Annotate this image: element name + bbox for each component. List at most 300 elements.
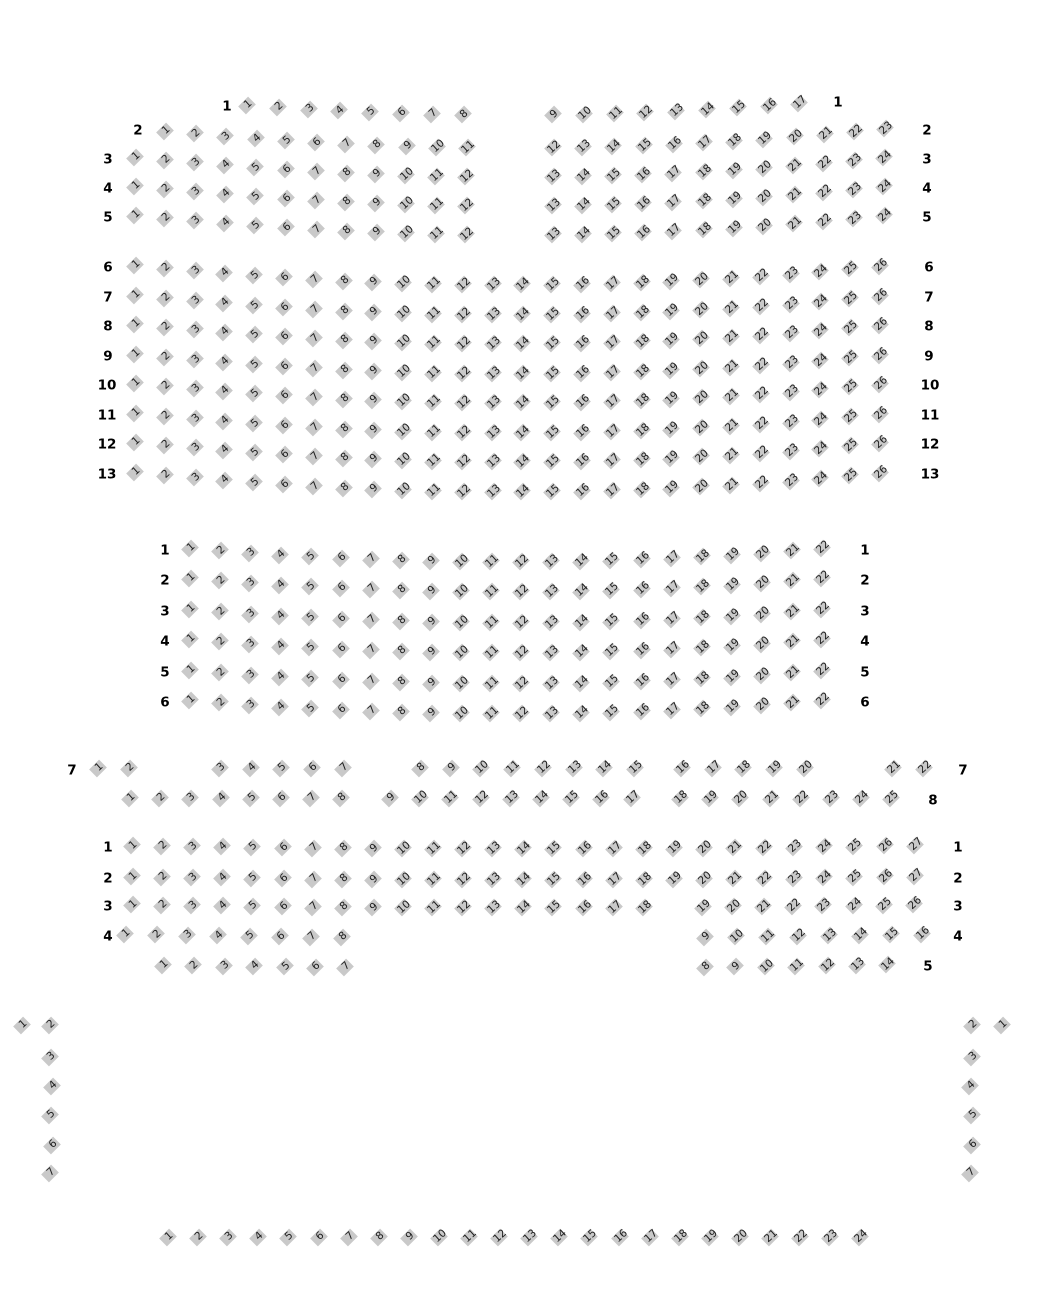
seat[interactable] bbox=[905, 835, 925, 855]
seat[interactable] bbox=[453, 898, 473, 918]
seat[interactable] bbox=[692, 608, 712, 628]
seat[interactable] bbox=[271, 788, 291, 808]
seat[interactable] bbox=[334, 419, 354, 439]
seat[interactable] bbox=[483, 305, 503, 325]
seat[interactable] bbox=[153, 955, 173, 975]
seat[interactable] bbox=[632, 391, 652, 411]
seat[interactable] bbox=[603, 195, 623, 215]
seat[interactable] bbox=[820, 1227, 840, 1247]
seat[interactable] bbox=[604, 870, 624, 890]
seat[interactable] bbox=[301, 927, 321, 947]
seat[interactable] bbox=[663, 221, 683, 241]
seat[interactable] bbox=[810, 262, 830, 282]
seat[interactable] bbox=[571, 642, 591, 662]
seat[interactable] bbox=[790, 1227, 810, 1247]
seat[interactable] bbox=[784, 156, 804, 176]
seat[interactable] bbox=[752, 634, 772, 654]
seat[interactable] bbox=[453, 105, 473, 125]
seat[interactable] bbox=[366, 135, 386, 155]
seat[interactable] bbox=[150, 788, 170, 808]
seat[interactable] bbox=[733, 758, 753, 778]
seat[interactable] bbox=[753, 897, 773, 917]
seat[interactable] bbox=[632, 610, 652, 630]
seat[interactable] bbox=[393, 898, 413, 918]
seat[interactable] bbox=[423, 274, 443, 294]
seat[interactable] bbox=[788, 926, 808, 946]
seat[interactable] bbox=[693, 897, 713, 917]
seat[interactable] bbox=[602, 422, 622, 442]
seat[interactable] bbox=[579, 1227, 599, 1247]
seat[interactable] bbox=[244, 325, 264, 345]
seat[interactable] bbox=[844, 209, 864, 229]
seat[interactable] bbox=[633, 194, 653, 214]
seat[interactable] bbox=[691, 359, 711, 379]
seat[interactable] bbox=[331, 548, 351, 568]
seat[interactable] bbox=[543, 196, 563, 216]
seat[interactable] bbox=[754, 869, 774, 889]
seat[interactable] bbox=[42, 1135, 62, 1155]
seat[interactable] bbox=[662, 578, 682, 598]
seat[interactable] bbox=[125, 285, 145, 305]
seat[interactable] bbox=[336, 192, 356, 212]
seat[interactable] bbox=[632, 332, 652, 352]
seat[interactable] bbox=[302, 758, 322, 778]
seat[interactable] bbox=[870, 286, 890, 306]
seat[interactable] bbox=[754, 158, 774, 178]
seat[interactable] bbox=[632, 549, 652, 569]
seat[interactable] bbox=[512, 482, 532, 502]
seat[interactable] bbox=[813, 896, 833, 916]
seat[interactable] bbox=[694, 220, 714, 240]
seat[interactable] bbox=[571, 612, 591, 632]
seat[interactable] bbox=[331, 609, 351, 629]
seat[interactable] bbox=[781, 353, 801, 373]
seat[interactable] bbox=[245, 216, 265, 236]
seat[interactable] bbox=[721, 386, 741, 406]
seat[interactable] bbox=[331, 700, 351, 720]
seat[interactable] bbox=[722, 697, 742, 717]
seat[interactable] bbox=[751, 325, 771, 345]
seat[interactable] bbox=[571, 703, 591, 723]
seat[interactable] bbox=[541, 582, 561, 602]
seat[interactable] bbox=[331, 578, 351, 598]
seat[interactable] bbox=[661, 301, 681, 321]
seat[interactable] bbox=[182, 896, 202, 916]
seat[interactable] bbox=[248, 1227, 268, 1247]
seat[interactable] bbox=[155, 347, 175, 367]
seat[interactable] bbox=[694, 838, 714, 858]
seat[interactable] bbox=[244, 956, 264, 976]
seat[interactable] bbox=[502, 758, 522, 778]
seat[interactable] bbox=[185, 350, 205, 370]
seat[interactable] bbox=[453, 305, 473, 325]
seat[interactable] bbox=[847, 955, 867, 975]
seat[interactable] bbox=[214, 322, 234, 342]
seat[interactable] bbox=[369, 1227, 389, 1247]
seat[interactable] bbox=[573, 166, 593, 186]
seat[interactable] bbox=[511, 643, 531, 663]
seat[interactable] bbox=[694, 191, 714, 211]
seat[interactable] bbox=[874, 148, 894, 168]
seat[interactable] bbox=[210, 632, 230, 652]
seat[interactable] bbox=[306, 133, 326, 153]
seat[interactable] bbox=[481, 552, 501, 572]
seat[interactable] bbox=[155, 288, 175, 308]
seat[interactable] bbox=[781, 471, 801, 491]
seat[interactable] bbox=[795, 758, 815, 778]
seat[interactable] bbox=[451, 582, 471, 602]
seat[interactable] bbox=[451, 704, 471, 724]
seat[interactable] bbox=[721, 268, 741, 288]
seat[interactable] bbox=[574, 104, 594, 124]
seat[interactable] bbox=[602, 274, 622, 294]
seat[interactable] bbox=[543, 167, 563, 187]
seat[interactable] bbox=[692, 547, 712, 567]
seat[interactable] bbox=[810, 439, 830, 459]
seat[interactable] bbox=[511, 674, 531, 694]
seat[interactable] bbox=[393, 421, 413, 441]
seat[interactable] bbox=[512, 364, 532, 384]
seat[interactable] bbox=[870, 256, 890, 276]
seat[interactable] bbox=[451, 674, 471, 694]
seat[interactable] bbox=[512, 452, 532, 472]
seat[interactable] bbox=[697, 100, 717, 120]
seat[interactable] bbox=[421, 642, 441, 662]
seat[interactable] bbox=[759, 96, 779, 116]
seat[interactable] bbox=[399, 1227, 419, 1247]
seat[interactable] bbox=[155, 150, 175, 170]
seat[interactable] bbox=[850, 925, 870, 945]
seat[interactable] bbox=[542, 393, 562, 413]
seat[interactable] bbox=[180, 660, 200, 680]
seat[interactable] bbox=[542, 482, 562, 502]
seat[interactable] bbox=[393, 362, 413, 382]
seat[interactable] bbox=[691, 300, 711, 320]
seat[interactable] bbox=[276, 218, 296, 238]
seat[interactable] bbox=[784, 868, 804, 888]
seat[interactable] bbox=[754, 838, 774, 858]
seat[interactable] bbox=[276, 131, 296, 151]
seat[interactable] bbox=[541, 704, 561, 724]
seat[interactable] bbox=[724, 131, 744, 151]
seat[interactable] bbox=[451, 552, 471, 572]
seat[interactable] bbox=[274, 386, 294, 406]
seat[interactable] bbox=[782, 693, 802, 713]
seat[interactable] bbox=[212, 868, 232, 888]
seat[interactable] bbox=[429, 1227, 449, 1247]
seat[interactable] bbox=[275, 957, 295, 977]
seat[interactable] bbox=[304, 359, 324, 379]
seat[interactable] bbox=[180, 599, 200, 619]
seat[interactable] bbox=[511, 613, 531, 633]
seat[interactable] bbox=[457, 138, 477, 158]
seat[interactable] bbox=[724, 218, 744, 238]
seat[interactable] bbox=[393, 332, 413, 352]
seat[interactable] bbox=[423, 304, 443, 324]
seat[interactable] bbox=[155, 435, 175, 455]
seat[interactable] bbox=[870, 315, 890, 335]
seat[interactable] bbox=[604, 898, 624, 918]
seat[interactable] bbox=[601, 550, 621, 570]
seat[interactable] bbox=[240, 695, 260, 715]
seat[interactable] bbox=[422, 104, 442, 124]
seat[interactable] bbox=[662, 609, 682, 629]
seat[interactable] bbox=[664, 134, 684, 154]
seat[interactable] bbox=[155, 317, 175, 337]
seat[interactable] bbox=[757, 927, 777, 947]
seat[interactable] bbox=[391, 550, 411, 570]
seat[interactable] bbox=[700, 1227, 720, 1247]
seat[interactable] bbox=[185, 182, 205, 202]
seat[interactable] bbox=[242, 868, 262, 888]
seat[interactable] bbox=[211, 788, 231, 808]
seat[interactable] bbox=[692, 638, 712, 658]
seat[interactable] bbox=[605, 104, 625, 124]
seat[interactable] bbox=[244, 473, 264, 493]
seat[interactable] bbox=[306, 162, 326, 182]
seat[interactable] bbox=[962, 1105, 982, 1125]
seat[interactable] bbox=[754, 216, 774, 236]
seat[interactable] bbox=[751, 355, 771, 375]
seat[interactable] bbox=[453, 482, 473, 502]
seat[interactable] bbox=[335, 957, 355, 977]
seat[interactable] bbox=[726, 927, 746, 947]
seat[interactable] bbox=[572, 333, 592, 353]
seat[interactable] bbox=[240, 573, 260, 593]
seat[interactable] bbox=[640, 1227, 660, 1247]
seat[interactable] bbox=[874, 206, 894, 226]
seat[interactable] bbox=[782, 632, 802, 652]
seat[interactable] bbox=[155, 258, 175, 278]
seat[interactable] bbox=[391, 611, 411, 631]
seat[interactable] bbox=[88, 758, 108, 778]
seat[interactable] bbox=[393, 273, 413, 293]
seat[interactable] bbox=[363, 272, 383, 292]
seat[interactable] bbox=[273, 869, 293, 889]
seat[interactable] bbox=[336, 134, 356, 154]
seat[interactable] bbox=[632, 640, 652, 660]
seat[interactable] bbox=[881, 788, 901, 808]
seat[interactable] bbox=[304, 270, 324, 290]
seat[interactable] bbox=[274, 327, 294, 347]
seat[interactable] bbox=[574, 898, 594, 918]
seat[interactable] bbox=[483, 898, 503, 918]
seat[interactable] bbox=[815, 124, 835, 144]
seat[interactable] bbox=[244, 384, 264, 404]
seat[interactable] bbox=[512, 275, 532, 295]
seat[interactable] bbox=[722, 575, 742, 595]
seat[interactable] bbox=[185, 291, 205, 311]
seat[interactable] bbox=[662, 639, 682, 659]
seat[interactable] bbox=[155, 376, 175, 396]
seat[interactable] bbox=[724, 160, 744, 180]
seat[interactable] bbox=[875, 119, 895, 139]
seat[interactable] bbox=[212, 837, 232, 857]
seat[interactable] bbox=[155, 406, 175, 426]
seat[interactable] bbox=[391, 103, 411, 123]
seat[interactable] bbox=[393, 450, 413, 470]
seat[interactable] bbox=[513, 839, 533, 859]
seat[interactable] bbox=[782, 571, 802, 591]
seat[interactable] bbox=[870, 374, 890, 394]
seat[interactable] bbox=[541, 613, 561, 633]
seat[interactable] bbox=[633, 223, 653, 243]
seat[interactable] bbox=[664, 869, 684, 889]
seat[interactable] bbox=[721, 416, 741, 436]
seat[interactable] bbox=[622, 788, 642, 808]
seat[interactable] bbox=[784, 185, 804, 205]
seat[interactable] bbox=[155, 465, 175, 485]
seat[interactable] bbox=[361, 610, 381, 630]
seat[interactable] bbox=[451, 643, 471, 663]
seat[interactable] bbox=[661, 389, 681, 409]
seat[interactable] bbox=[691, 477, 711, 497]
seat[interactable] bbox=[519, 1227, 539, 1247]
seat[interactable] bbox=[278, 1227, 298, 1247]
seat[interactable] bbox=[334, 271, 354, 291]
seat[interactable] bbox=[273, 897, 293, 917]
seat[interactable] bbox=[427, 137, 447, 157]
seat[interactable] bbox=[781, 264, 801, 284]
seat[interactable] bbox=[724, 189, 744, 209]
seat[interactable] bbox=[239, 926, 259, 946]
seat[interactable] bbox=[543, 898, 563, 918]
seat[interactable] bbox=[306, 191, 326, 211]
seat[interactable] bbox=[670, 1227, 690, 1247]
seat[interactable] bbox=[724, 869, 744, 889]
seat[interactable] bbox=[542, 275, 562, 295]
seat[interactable] bbox=[155, 179, 175, 199]
seat[interactable] bbox=[334, 360, 354, 380]
seat[interactable] bbox=[840, 259, 860, 279]
seat[interactable] bbox=[274, 357, 294, 377]
seat[interactable] bbox=[904, 894, 924, 914]
seat[interactable] bbox=[672, 758, 692, 778]
seat[interactable] bbox=[423, 839, 443, 859]
seat[interactable] bbox=[214, 440, 234, 460]
seat[interactable] bbox=[210, 571, 230, 591]
seat[interactable] bbox=[574, 870, 594, 890]
seat[interactable] bbox=[694, 869, 714, 889]
seat[interactable] bbox=[691, 388, 711, 408]
seat[interactable] bbox=[393, 839, 413, 859]
seat[interactable] bbox=[962, 1015, 982, 1035]
seat[interactable] bbox=[366, 193, 386, 213]
seat[interactable] bbox=[421, 551, 441, 571]
seat[interactable] bbox=[471, 758, 491, 778]
seat[interactable] bbox=[632, 701, 652, 721]
seat[interactable] bbox=[602, 304, 622, 324]
seat[interactable] bbox=[185, 153, 205, 173]
seat[interactable] bbox=[152, 836, 172, 856]
seat[interactable] bbox=[214, 956, 234, 976]
seat[interactable] bbox=[754, 187, 774, 207]
seat[interactable] bbox=[840, 289, 860, 309]
seat[interactable] bbox=[426, 166, 446, 186]
seat[interactable] bbox=[453, 423, 473, 443]
seat[interactable] bbox=[180, 788, 200, 808]
seat[interactable] bbox=[812, 690, 832, 710]
seat[interactable] bbox=[245, 158, 265, 178]
seat[interactable] bbox=[572, 451, 592, 471]
seat[interactable] bbox=[870, 345, 890, 365]
seat[interactable] bbox=[304, 477, 324, 497]
seat[interactable] bbox=[397, 136, 417, 156]
seat[interactable] bbox=[300, 638, 320, 658]
seat[interactable] bbox=[300, 547, 320, 567]
seat[interactable] bbox=[782, 663, 802, 683]
seat[interactable] bbox=[214, 411, 234, 431]
seat[interactable] bbox=[210, 663, 230, 683]
seat[interactable] bbox=[331, 788, 351, 808]
seat[interactable] bbox=[752, 604, 772, 624]
seat[interactable] bbox=[883, 758, 903, 778]
seat[interactable] bbox=[241, 788, 261, 808]
seat[interactable] bbox=[722, 545, 742, 565]
seat[interactable] bbox=[303, 897, 323, 917]
seat[interactable] bbox=[635, 103, 655, 123]
seat[interactable] bbox=[299, 99, 319, 119]
seat[interactable] bbox=[912, 924, 932, 944]
seat[interactable] bbox=[423, 451, 443, 471]
seat[interactable] bbox=[663, 163, 683, 183]
seat[interactable] bbox=[752, 543, 772, 563]
seat[interactable] bbox=[185, 438, 205, 458]
seat[interactable] bbox=[393, 870, 413, 890]
seat[interactable] bbox=[634, 898, 654, 918]
seat[interactable] bbox=[812, 660, 832, 680]
seat[interactable] bbox=[208, 926, 228, 946]
seat[interactable] bbox=[483, 870, 503, 890]
seat[interactable] bbox=[721, 327, 741, 347]
seat[interactable] bbox=[574, 839, 594, 859]
seat[interactable] bbox=[456, 225, 476, 245]
seat[interactable] bbox=[814, 153, 834, 173]
seat[interactable] bbox=[410, 758, 430, 778]
seat[interactable] bbox=[185, 409, 205, 429]
seat[interactable] bbox=[870, 433, 890, 453]
seat[interactable] bbox=[812, 568, 832, 588]
seat[interactable] bbox=[786, 956, 806, 976]
seat[interactable] bbox=[240, 665, 260, 685]
seat[interactable] bbox=[812, 599, 832, 619]
seat[interactable] bbox=[756, 957, 776, 977]
seat[interactable] bbox=[810, 351, 830, 371]
seat[interactable] bbox=[512, 393, 532, 413]
seat[interactable] bbox=[363, 870, 383, 890]
seat[interactable] bbox=[602, 451, 622, 471]
seat[interactable] bbox=[962, 1047, 982, 1067]
seat[interactable] bbox=[333, 838, 353, 858]
seat[interactable] bbox=[572, 304, 592, 324]
seat[interactable] bbox=[814, 182, 834, 202]
seat[interactable] bbox=[459, 1227, 479, 1247]
seat[interactable] bbox=[188, 1227, 208, 1247]
seat[interactable] bbox=[703, 758, 723, 778]
seat[interactable] bbox=[270, 697, 290, 717]
seat[interactable] bbox=[632, 303, 652, 323]
seat[interactable] bbox=[571, 551, 591, 571]
seat[interactable] bbox=[40, 1047, 60, 1067]
seat[interactable] bbox=[40, 1163, 60, 1183]
seat[interactable] bbox=[541, 674, 561, 694]
seat[interactable] bbox=[695, 927, 715, 947]
seat[interactable] bbox=[661, 448, 681, 468]
seat[interactable] bbox=[177, 925, 197, 945]
seat[interactable] bbox=[782, 602, 802, 622]
seat[interactable] bbox=[819, 926, 839, 946]
seat[interactable] bbox=[423, 870, 443, 890]
